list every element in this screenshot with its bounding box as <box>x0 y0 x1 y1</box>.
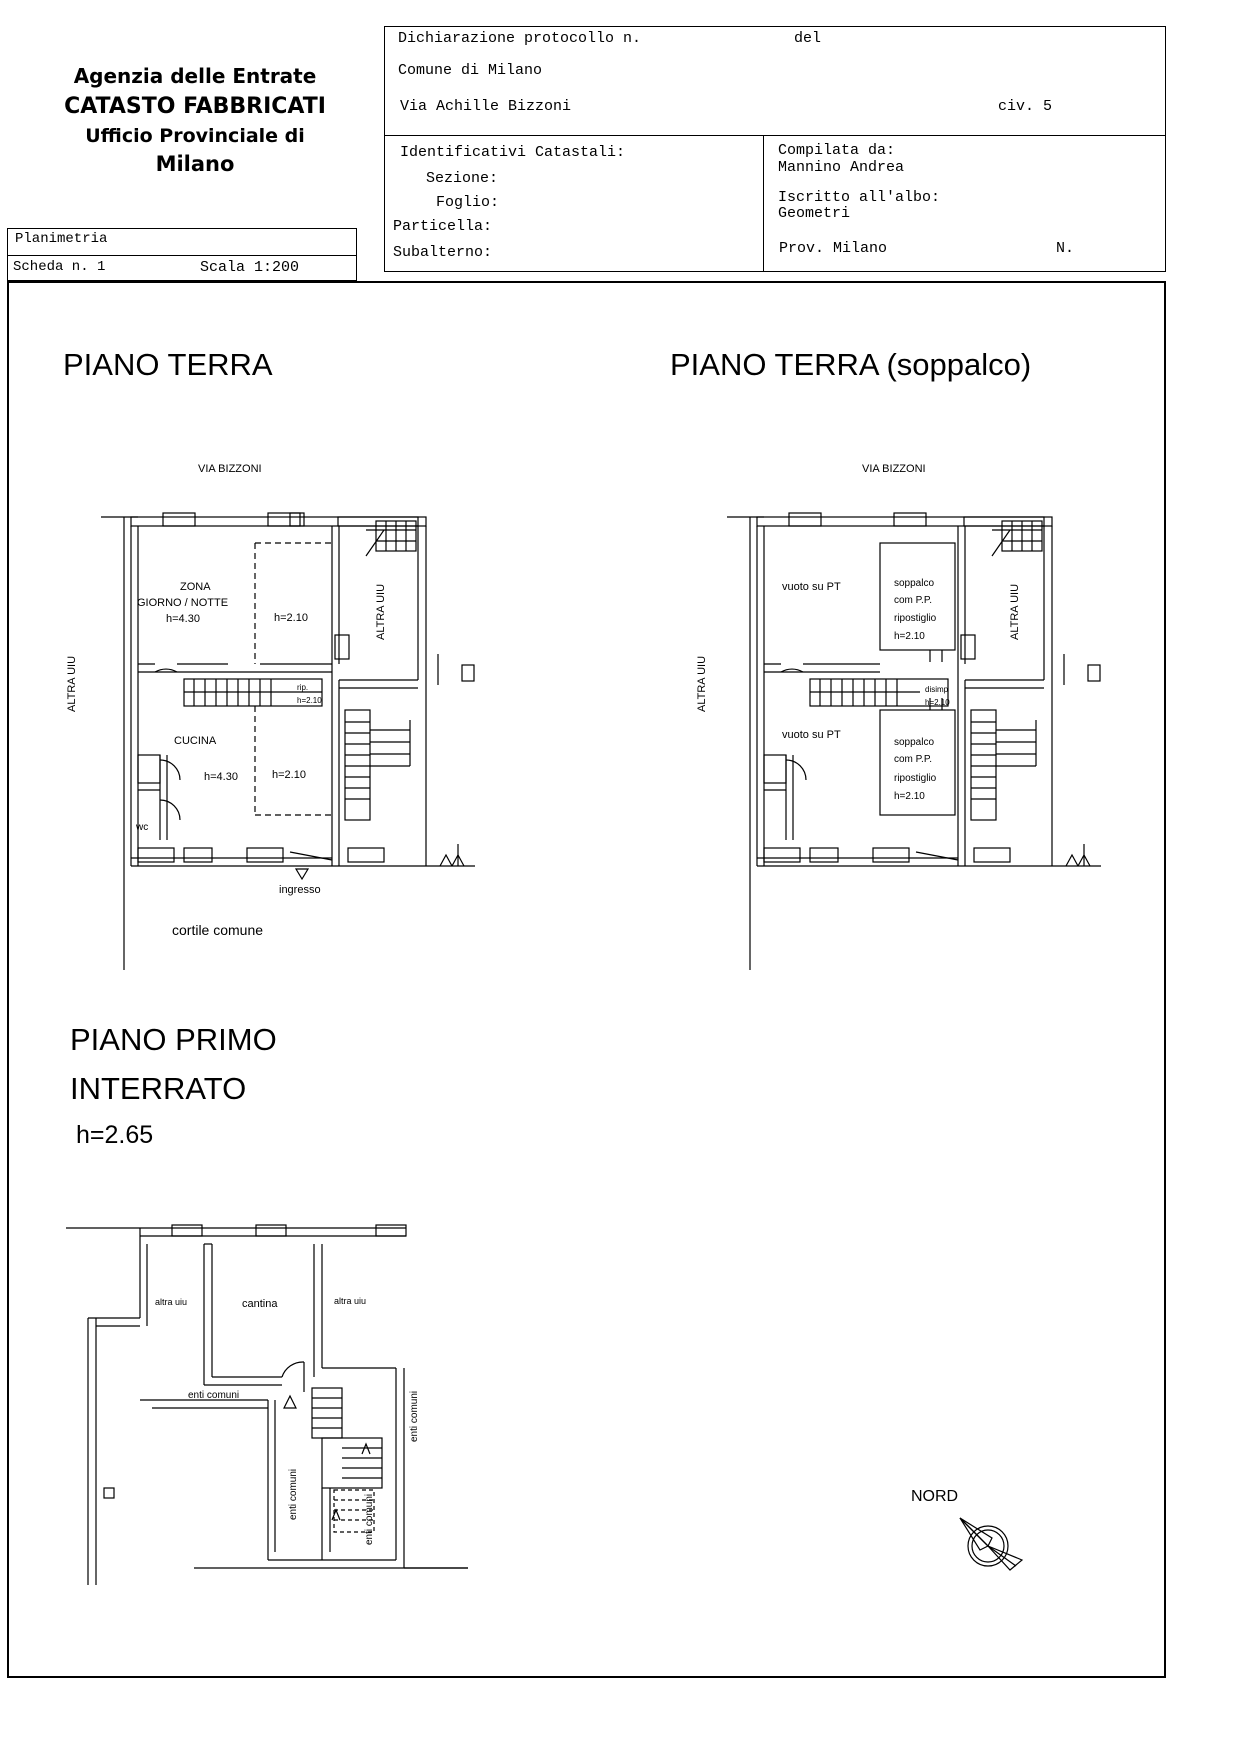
piano-terra-title: PIANO TERRA <box>63 347 273 382</box>
albo-value: Geometri <box>778 205 851 222</box>
sp-altra-uiu-right: ALTRA UIU <box>1009 583 1021 640</box>
scheda-label: Scheda n. 1 <box>13 259 106 275</box>
int-enti-comuni-stair-right: enti comuni <box>364 1493 375 1545</box>
planimetria-label: Planimetria <box>15 231 108 247</box>
pt-cucina-label: CUCINA <box>174 735 217 747</box>
pt-zona-height: h=4.30 <box>166 613 200 625</box>
albo-label: Iscritto all'albo: <box>778 189 941 206</box>
pt-altra-uiu-left: ALTRA UIU <box>66 655 78 712</box>
foglio-label: Foglio: <box>436 194 500 211</box>
sp-soppalco-top-3: ripostiglio <box>894 613 937 624</box>
interrato-title-line1: PIANO PRIMO <box>70 1022 277 1057</box>
identificativi-title: Identificativi Catastali: <box>400 144 626 161</box>
particella-label: Particella: <box>393 218 493 235</box>
pt-giorno-notte-label: GIORNO / NOTTE <box>137 597 229 609</box>
sp-soppalco-bottom-2: com P.P. <box>894 754 932 765</box>
pt-mezz-height-top: h=2.10 <box>274 612 308 624</box>
north-label: NORD <box>911 1488 959 1505</box>
del-label: del <box>794 30 822 47</box>
protocol-label: Dichiarazione protocollo n. <box>398 30 642 47</box>
sp-street-label: VIA BIZZONI <box>862 463 926 475</box>
subalterno-label: Subalterno: <box>393 244 493 261</box>
sp-soppalco-bottom-3: ripostiglio <box>894 773 937 784</box>
pt-cucina-height: h=4.30 <box>204 771 238 783</box>
interrato-title-line2: INTERRATO <box>70 1071 247 1106</box>
int-altra-uiu-right: altra uiu <box>334 1296 367 1306</box>
scala-label: Scala 1:200 <box>200 259 300 276</box>
ufficio-label: Ufficio Provinciale di <box>85 124 305 147</box>
province-label: Prov. Milano <box>779 240 888 257</box>
registration-number-label: N. <box>1056 240 1075 257</box>
pt-street-label: VIA BIZZONI <box>198 463 262 475</box>
city-label: Milano <box>155 152 235 177</box>
sezione-label: Sezione: <box>426 170 499 187</box>
pt-cortile-label: cortile comune <box>172 922 264 938</box>
catasto-label: CATASTO FABBRICATI <box>64 94 326 119</box>
pt-rip-label: rip. <box>297 683 309 692</box>
sp-vuoto-bottom: vuoto su PT <box>782 729 841 741</box>
pt-mezz-height-bottom: h=2.10 <box>272 769 306 781</box>
sp-vuoto-top: vuoto su PT <box>782 581 841 593</box>
sp-soppalco-bottom-1: soppalco <box>894 737 935 748</box>
agency-name: Agenzia delle Entrate <box>73 64 317 88</box>
pt-zona-label: ZONA <box>180 581 211 593</box>
int-enti-comuni-left: enti comuni <box>188 1390 240 1401</box>
int-enti-comuni-stair-left: enti comuni <box>288 1468 299 1520</box>
sp-altra-uiu-left: ALTRA UIU <box>696 655 708 712</box>
comune-label: Comune di Milano <box>398 62 543 79</box>
compass-icon <box>950 1510 1025 1585</box>
sp-soppalco-top-2: com P.P. <box>894 595 932 606</box>
address-label: Via Achille Bizzoni <box>400 98 572 115</box>
interrato-height: h=2.65 <box>76 1121 154 1149</box>
sp-soppalco-bottom-4: h=2.10 <box>894 791 925 802</box>
pt-altra-uiu-right: ALTRA UIU <box>375 583 387 640</box>
sp-soppalco-top-4: h=2.10 <box>894 631 925 642</box>
pt-wc-label: wc <box>136 822 149 833</box>
compilata-label: Compilata da: <box>778 142 896 159</box>
int-cantina-label: cantina <box>242 1298 278 1310</box>
pt-ingresso-label: ingresso <box>279 884 321 896</box>
sp-disimp-height: h=2.10 <box>925 698 950 707</box>
civic-number: civ. 5 <box>998 98 1053 115</box>
soppalco-title: PIANO TERRA (soppalco) <box>670 347 1032 382</box>
sp-disimp-label: disimp <box>925 685 949 694</box>
sp-soppalco-top-1: soppalco <box>894 578 935 589</box>
compiler-name: Mannino Andrea <box>778 159 905 176</box>
pt-rip-height: h=2.10 <box>297 696 322 705</box>
int-enti-comuni-right: enti comuni <box>409 1390 420 1442</box>
int-altra-uiu-left: altra uiu <box>155 1297 188 1307</box>
